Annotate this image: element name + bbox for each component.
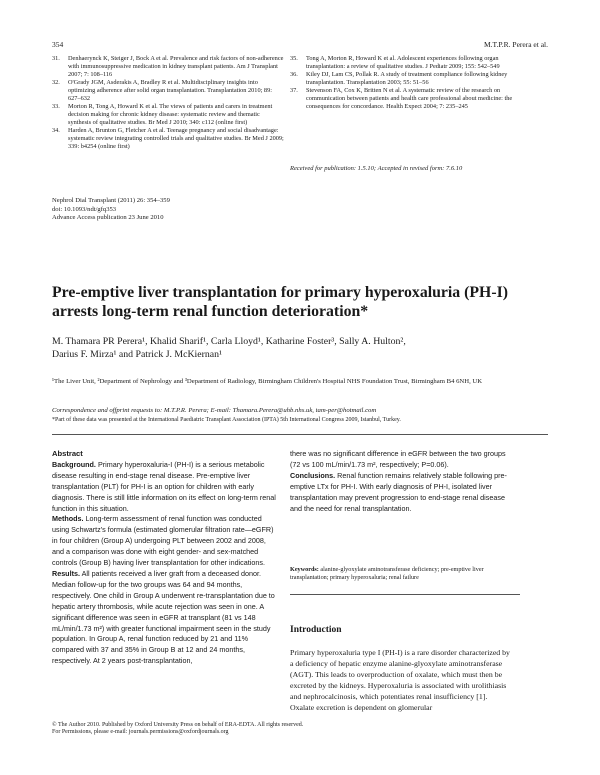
- running-head: M.T.P.R. Perera et al.: [483, 40, 548, 49]
- correspondence-block: [52, 407, 552, 424]
- correspondence: Correspondence and offprint requests to: M.T.P.R. Perera; E-mail: Thamara.Perera@uhb.nhs.uk, tam-per@hotmail.com: [52, 407, 377, 414]
- journal-citation: Nephrol Dial Transplant (2011) 26: 354–359: [52, 197, 170, 204]
- presentation-footnote: *Part of these data was presented at the International Paediatric Transplant Association (IPTA) 5th International Congress 2009, Istanbul, Turkey.: [52, 416, 401, 423]
- journal-meta: [52, 197, 170, 223]
- divider: [290, 594, 520, 595]
- received-dates: Received for publication: 1.5.10; Accepted in revised form: 7.6.10: [290, 165, 463, 172]
- references-left: [52, 55, 284, 151]
- abstract-methods: Methods. Long-term assessment of renal function was conducted using Schwartz's formula (estimated glomerular filtration rate—eGFR) in four children (Group A) undergoing PLT between 2002 and 2008, and a comparison was done with eight gender- and sex-matched controls (Group B) having liver transplantation for other indications.: [52, 514, 274, 568]
- reference-item: 34. Harden A, Brunton G, Fletcher A et al. Teenage pregnancy and social disadvantage: systematic review integrating controlled trials and qualitative studies. Br Med J 2009; 339: b4254 (online first): [52, 126, 284, 150]
- article-title: Pre-emptive liver transplantation for primary hyperoxaluria (PH-I) arrests long-term renal function deterioration*: [52, 284, 509, 320]
- reference-item: 33. Morton R, Tong A, Howard K et al. The views of patients and carers in treatment decision making for chronic kidney disease: systematic review and thematic synthesis of qualitative studies. Br Med J 2010; 340: c112 (online first): [52, 102, 273, 126]
- section-heading-introduction: Introduction: [290, 625, 342, 635]
- abstract-results: Results. All patients received a liver graft from a deceased donor. Median follow-up for the two groups was 64 and 94 months, respectively. One child in Group A underwent re-transplantation due to hepatic artery thrombosis, while acute rejection was seen in one. A significant difference was seen in eGFR at transplant (81 vs 148 mL/min/1.73 m²) with greater functional impairment seen in the study population. In Group A, renal function reduced by 21 and 11% compared with 37 and 35% in Group B at 12 and 24 months, respectively. At 2 years post-transplantation,: [52, 568, 275, 666]
- author-list: [52, 335, 552, 361]
- page-number: 354: [52, 40, 64, 49]
- abstract-heading: Abstract: [52, 449, 83, 458]
- reference-item: 36. Kiley DJ, Lam CS, Pollak R. A study of treatment compliance following kidney transplantation. Transplantation 2003; 55: 51–56: [290, 71, 508, 86]
- abstract-right-column: [290, 449, 516, 514]
- copyright-footer: [52, 722, 303, 737]
- affiliation: ¹The Liver Unit, ²Department of Nephrology and ³Department of Radiology, Birmingham Children's Hospital NHS Foundation Trust, Birmingham B4 6NH, UK: [52, 378, 483, 385]
- reference-item: 35. Tong A, Morton R, Howard K et al. Adolescent experiences following organ transplantation: a review of qualitative studies. J Pediatr 2009; 155: 542–549: [290, 55, 500, 70]
- introduction-text: Primary hyperoxaluria type I (PH-I) is a rare disorder characterized by a deficiency of hepatic enzyme alanine-glyoxylate aminotransferase (AGT). This leads to overproduction of oxalate, which must then be excreted by the kidneys. Hyperoxaluria is associated with urolithiasis and nephrocalcinosis, which potentiates renal insufficiency [1]. Oxalate excretion is dependent on glomerular: [290, 648, 510, 712]
- authors-line-2: Darius F. Mirza¹ and Patrick J. McKiernan¹: [52, 349, 222, 360]
- abstract-background: Background. Primary hyperoxaluria-I (PH-I) is a serious metabolic disease resulting in end-stage renal disease. Pre-emptive liver transplantation (PLT) for PH-I is an option for children with early diagnosis. There is still little information on its effect on long-term renal function in this situation.: [52, 459, 276, 513]
- permissions: For Permissions, please e-mail: journals.permissions@oxfordjournals.org: [52, 729, 229, 736]
- abstract-left-column: [52, 449, 278, 667]
- keywords: Keywords: alanine-glyoxylate aminotransferase deficiency; pre-emptive liver transplantation; primary hyperoxaluria; renal failure: [290, 566, 484, 582]
- reference-item: 32. O'Grady JGM, Asderakis A, Bradley R et al. Multidisciplinary insights into optimizing adherence after solid organ transplantation. Transplantation 2010; 89: 627–632: [52, 78, 272, 102]
- copyright: © The Author 2010. Published by Oxford University Press on behalf of ERA-EDTA. All rights reserved.: [52, 722, 304, 728]
- reference-item: 31. Denhaerynck K, Steiger J, Bock A et al. Prevalence and risk factors of non-adherence with immunosuppressive medication in kidney transplant patients. Am J Transplant 2007; 7: 108–116: [52, 55, 284, 78]
- authors-line-1: M. Thamara PR Perera¹, Khalid Sharif¹, Carla Lloyd¹, Katharine Foster³, Sally A. Hulton²,: [52, 336, 406, 347]
- divider: [52, 434, 548, 435]
- doi[interactable]: doi: 10.1093/ndt/gfq353: [52, 205, 117, 213]
- reference-item: 37. Stevenson FA, Cox K, Britten N et al. A systematic review of the research on communication between patients and health care professional about medicine: the consequences for concordance. Health Expect 2004; 7: 235–245: [290, 87, 513, 110]
- abstract-conclusions: Conclusions. Renal function remains relatively stable following pre-emptive LTx for PH-I. With early diagnosis of PH-I, isolated liver transplantation may prevent progression to end-stage renal disease and the need for renal transplantation.: [290, 470, 507, 513]
- advance-access: Advance Access publication 23 June 2010: [52, 214, 164, 222]
- references-right: [290, 55, 526, 111]
- abstract-results-continued: there was no significant difference in eGFR between the two groups (72 vs 100 mL/min/1.73 m², respectively; P=0.06).: [290, 449, 506, 469]
